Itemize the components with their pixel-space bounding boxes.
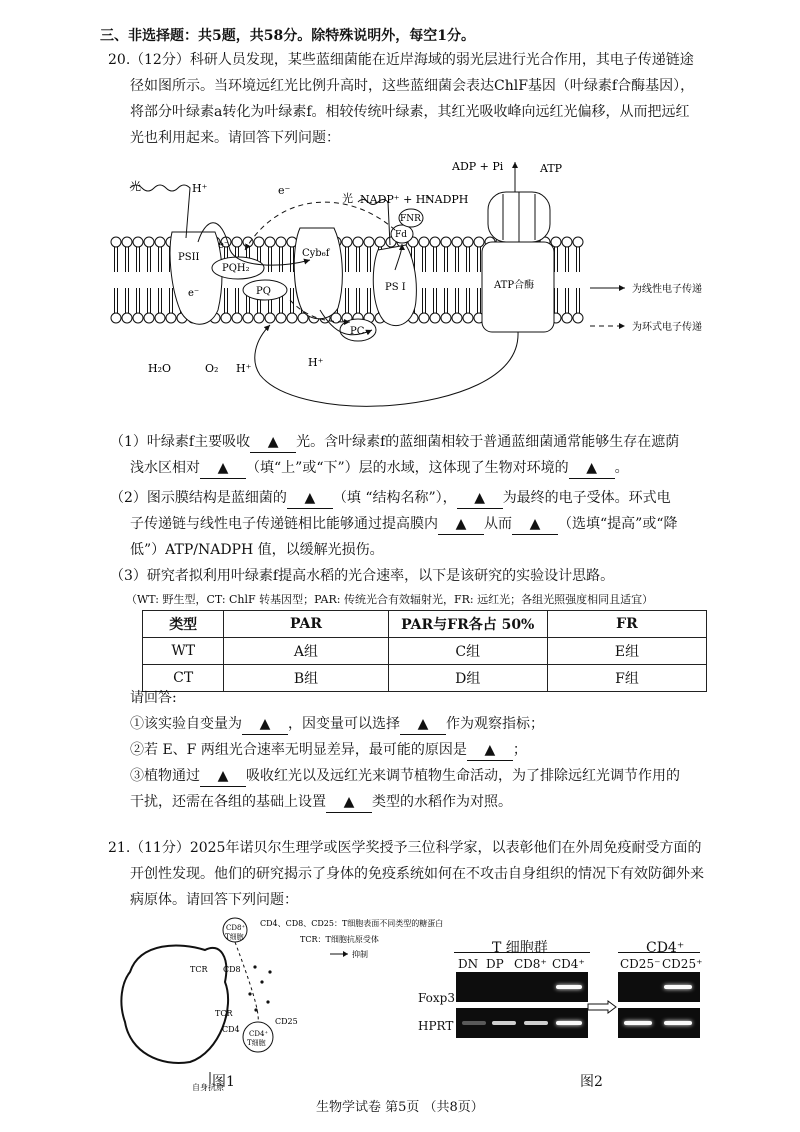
- electron-transport-diagram: [110, 150, 710, 425]
- answer-blank[interactable]: ▲: [400, 714, 446, 735]
- lipid-tail: [357, 288, 360, 313]
- q20-sub2-line-2: 子传递链与线性电子传递链相比能够通过提高膜内 ▲ 从而 ▲ （选填“提高”或“降: [130, 514, 677, 535]
- lipid-tail: [577, 247, 580, 272]
- lipid-tail: [148, 288, 151, 313]
- lipid-tail: [280, 247, 283, 272]
- lipid-tail: [423, 247, 426, 272]
- lipid-head: [452, 313, 462, 323]
- gel-hprt-panel: [456, 1008, 588, 1038]
- atp-synthase: [482, 192, 554, 332]
- label-e-2: e⁻: [188, 288, 200, 299]
- q20-item-1: ①该实验自变量为 ▲ ，因变量可以选择 ▲ 作为观察指标；: [130, 714, 544, 735]
- label-atp: ATP: [540, 162, 563, 175]
- lipid-head: [463, 313, 473, 323]
- lipid-tail: [148, 247, 151, 272]
- q20-sub1-line-1: （1）叶绿素f主要吸收 ▲ 光。含叶绿素f的蓝细菌相较于普通蓝细菌通常能够生存在遮荫: [110, 432, 679, 453]
- fig2-lane-cd8: CD8⁺: [514, 957, 547, 971]
- gel-hprt-cd4-panel: [618, 1008, 700, 1038]
- lipid-head: [122, 313, 132, 323]
- figure-1-diagram: [110, 912, 450, 1092]
- psii-complex: [170, 232, 222, 324]
- lipid-head: [276, 313, 286, 323]
- lipid-tail: [236, 288, 239, 313]
- lipid-head: [287, 313, 297, 323]
- table-row: [143, 638, 707, 665]
- lipid-tail: [445, 288, 448, 313]
- lipid-tail: [225, 288, 228, 313]
- answer-blank[interactable]: ▲: [250, 432, 296, 453]
- fig2-group2-rule: [618, 952, 700, 953]
- table-cell: F组: [547, 665, 706, 692]
- table-cell: WT: [143, 638, 224, 665]
- answer-blank[interactable]: ▲: [457, 488, 503, 509]
- answer-blank[interactable]: ▲: [467, 740, 513, 761]
- fig1-cd4-label: CD4: [222, 1025, 240, 1034]
- lipid-head: [155, 313, 165, 323]
- answer-blank[interactable]: ▲: [242, 714, 288, 735]
- gel-foxp3-panel: [456, 972, 588, 1002]
- lipid-head: [452, 237, 462, 247]
- answer-blank[interactable]: ▲: [512, 514, 558, 535]
- lipid-tail: [566, 288, 569, 313]
- lipid-head: [430, 237, 440, 247]
- fig1-legend-1: CD4、CD8、CD25：T细胞表面不同类型的糖蛋白: [260, 919, 444, 928]
- lipid-head: [364, 237, 374, 247]
- proton-return-path: [255, 325, 518, 406]
- fig2-lane-cd25-neg: CD25⁻: [620, 957, 661, 971]
- lipid-head: [276, 237, 286, 247]
- fig2-group-title: T 细胞群: [492, 940, 548, 956]
- lipid-tail: [115, 288, 118, 313]
- lipid-tail: [357, 247, 360, 272]
- fig1-cd8-cell-label: CD8⁺: [226, 924, 246, 932]
- lipid-head: [463, 237, 473, 247]
- q20-intro-line-4: 光也利用起来。请回答下列问题：: [130, 130, 340, 146]
- lipid-tail: [137, 288, 140, 313]
- label-h2o: H₂O: [148, 362, 172, 375]
- lipid-head: [573, 313, 583, 323]
- lipid-tail: [170, 288, 173, 313]
- fig1-legend-3: 抑制: [352, 950, 368, 959]
- lipid-head: [111, 313, 121, 323]
- legend-linear-label: 为线性电子传递: [632, 284, 702, 295]
- lipid-head: [562, 237, 572, 247]
- lipid-head: [353, 237, 363, 247]
- lipid-head: [265, 237, 275, 247]
- label-pqh2: PQH₂: [222, 263, 250, 274]
- fig1-cd4-cell-label-2: T细胞: [247, 1039, 266, 1047]
- lipid-head: [232, 237, 242, 247]
- lipid-head: [166, 313, 176, 323]
- lipid-head: [144, 237, 154, 247]
- lipid-head: [430, 313, 440, 323]
- lipid-tail: [291, 247, 294, 272]
- q20-intro-line-2: 径如图所示。当环境远红光比例升高时，这些蓝细菌会表达ChlF基因（叶绿素f合酶基因），: [130, 78, 695, 94]
- lipid-tail: [478, 247, 481, 272]
- lipid-tail: [346, 288, 349, 313]
- lipid-tail: [137, 247, 140, 272]
- gel-band: [664, 985, 692, 989]
- table-cell: D组: [388, 665, 547, 692]
- lipid-head: [133, 237, 143, 247]
- lipid-tail: [115, 247, 118, 272]
- gel-band: [462, 1021, 486, 1025]
- table-cell: CT: [143, 665, 224, 692]
- lipid-tail: [467, 247, 470, 272]
- lipid-head: [441, 237, 451, 247]
- lipid-tail: [577, 288, 580, 313]
- fig1-self-antigen: 自身抗原: [192, 1083, 224, 1092]
- gel-band: [492, 1021, 516, 1025]
- q20-sub1-line-2: 浅水区相对 ▲ （填“上”或“下”）层的水域，这体现了生物对环境的 ▲ 。: [130, 458, 629, 479]
- label-light-2: 光: [342, 192, 353, 205]
- lipid-head: [133, 313, 143, 323]
- q20-item-4: 干扰，还需在各组的基础上设置 ▲ 类型的水稻作为对照。: [130, 792, 512, 813]
- fig2-row-foxp3: Foxp3: [418, 991, 455, 1005]
- answer-blank[interactable]: ▲: [200, 766, 246, 787]
- q20-table-note: （WT: 野生型，CT: ChlF 转基因型；PAR: 传统光合有效辐射光，FR: 远红光；各组光照强度相同且适宜）: [126, 593, 654, 606]
- label-nadp: NADP⁺ + H⁺: [360, 193, 432, 206]
- table-header-cell: PAR: [224, 611, 388, 638]
- lipid-tail: [478, 288, 481, 313]
- lipid-head: [573, 237, 583, 247]
- q20-item-3: ③植物通过 ▲ 吸收红光以及远红光来调节植物生命活动，为了排除远红光调节作用的: [130, 766, 680, 787]
- lipid-head: [375, 237, 385, 247]
- lipid-head: [254, 313, 264, 323]
- label-pq: PQ: [256, 286, 271, 297]
- lipid-head: [144, 313, 154, 323]
- fig2-caption: 图2: [580, 1074, 603, 1090]
- q20-number: 20.: [108, 52, 131, 68]
- lipid-tail: [159, 288, 162, 313]
- lipid-tail: [467, 288, 470, 313]
- table-cell: B组: [224, 665, 388, 692]
- lipid-tail: [555, 247, 558, 272]
- gel-band: [664, 1021, 692, 1025]
- lipid-head: [243, 237, 253, 247]
- lipid-tail: [456, 247, 459, 272]
- table-header-cell: 类型: [143, 611, 224, 638]
- q21-intro-line-3: 病原体。请回答下列问题：: [130, 892, 298, 908]
- label-psii: PSII: [178, 252, 200, 263]
- fig1-tcr-1: TCR: [190, 965, 208, 974]
- table-cell: C组: [388, 638, 547, 665]
- lipid-tail: [566, 247, 569, 272]
- q21-number: 21.: [108, 840, 131, 856]
- label-e-top: e⁻: [278, 184, 291, 197]
- table-cell: E组: [547, 638, 706, 665]
- answer-blank[interactable]: ▲: [326, 792, 372, 813]
- lipid-tail: [368, 288, 371, 313]
- section-header: 三、非选择题：共5题，共58分。除特殊说明外，每空1分。: [100, 28, 475, 44]
- fig1-tcr-2: TCR: [215, 1009, 233, 1018]
- q20-intro-line-1: （12分）科研人员发现，某些蓝细菌能在近岸海域的弱光层进行光合作用，其电子传递链途: [130, 52, 694, 68]
- lipid-tail: [456, 288, 459, 313]
- label-cytb6f: Cyb₆f: [302, 248, 330, 259]
- fig2-lane-cd4: CD4⁺: [552, 957, 585, 971]
- label-light-1: 光: [130, 180, 141, 193]
- fig2-lane-dn: DN: [458, 957, 479, 971]
- lipid-head: [221, 313, 231, 323]
- label-e-1: e⁻: [218, 240, 230, 251]
- label-h-plus-bottom: H⁺: [236, 362, 252, 375]
- label-atp-synthase: ATP合酶: [494, 280, 535, 291]
- legend-cyclic-label: 为环式电子传递: [632, 322, 702, 333]
- experiment-table: [142, 610, 707, 692]
- label-nadph: NADPH: [425, 193, 469, 206]
- q20-sub3-intro: （3）研究者拟利用叶绿素f提高水稻的光合速率，以下是该研究的实验设计思路。: [110, 568, 615, 584]
- fig1-caption: 图1: [212, 1074, 235, 1090]
- lipid-tail: [555, 288, 558, 313]
- fig2-lane-dp: DP: [486, 957, 504, 971]
- fig1-cd4-cell-label: CD4⁺: [249, 1030, 269, 1038]
- label-adp: ADP + Pi: [452, 160, 504, 173]
- lipid-head: [122, 237, 132, 247]
- lipid-head: [155, 237, 165, 247]
- q21-intro-line-1: （11分）2025年诺贝尔生理学或医学奖授予三位科学家，以表彰他们在外周免疫耐受方面的: [130, 840, 702, 856]
- gel-foxp3-cd4-panel: [618, 972, 700, 1002]
- q20-sub2-line-1: （2）图示膜结构是蓝细菌的 ▲ （填 “结构名称”）， ▲ 为最终的电子受体。环式电: [110, 488, 671, 509]
- fig1-legend-2: TCR：T细胞抗原受体: [300, 935, 379, 944]
- lipid-head: [562, 313, 572, 323]
- cytb6f-complex: [294, 228, 342, 319]
- fig2-group-rule: [454, 952, 590, 953]
- q20-item-2: ②若 E、F 两组光合速率无明显差异，最可能的原因是 ▲ ；: [130, 740, 527, 761]
- table-cell: A组: [224, 638, 388, 665]
- fig1-cd8-label: CD8: [223, 965, 241, 974]
- fig2-lane-cd25-pos: CD25⁺: [662, 957, 703, 971]
- answer-blank[interactable]: ▲: [438, 514, 484, 535]
- q20-intro-line-3: 将部分叶绿素a转化为叶绿素f。相较传统叶绿素，其红光吸收峰向远红光偏移，从而把远红: [130, 104, 690, 120]
- lipid-head: [111, 237, 121, 247]
- lipid-head: [265, 313, 275, 323]
- table-row: [143, 665, 707, 692]
- answer-blank[interactable]: ▲: [200, 458, 246, 479]
- lipid-head: [441, 313, 451, 323]
- lipid-tail: [269, 247, 272, 272]
- lipid-tail: [434, 247, 437, 272]
- lipid-tail: [346, 247, 349, 272]
- lipid-tail: [368, 247, 371, 272]
- lipid-head: [232, 313, 242, 323]
- answer-blank[interactable]: ▲: [569, 458, 615, 479]
- label-o2: O₂: [205, 362, 219, 375]
- q20-sub2-line-3: 低”）ATP/NADPH 值，以缓解光损伤。: [130, 542, 384, 558]
- gel-band: [556, 985, 582, 989]
- q21-intro-line-2: 开创性发现。他们的研究揭示了身体的免疫系统如何在不攻击自身组织的情况下有效防御外来: [130, 866, 704, 882]
- lipid-head: [474, 237, 484, 247]
- gel-band: [556, 1021, 582, 1025]
- target-cell: [121, 945, 228, 1062]
- lipid-tail: [159, 247, 162, 272]
- fig1-cd8-cell-label-2: T细胞: [225, 933, 244, 941]
- lipid-head: [254, 237, 264, 247]
- table-header-cell: PAR与FR各占 50%: [388, 611, 547, 638]
- lipid-tail: [423, 288, 426, 313]
- fig1-cd25-label: CD25: [275, 1017, 298, 1026]
- fig2-group2-title: CD4⁺: [646, 940, 685, 956]
- gel-band: [624, 1021, 652, 1025]
- answer-prompt: 请回答:: [130, 690, 177, 706]
- label-h-plus-mid: H⁺: [308, 356, 324, 369]
- lipid-tail: [126, 288, 129, 313]
- lipid-head: [419, 313, 429, 323]
- table-header-row: [143, 611, 707, 638]
- lipid-tail: [126, 247, 129, 272]
- lipid-head: [243, 313, 253, 323]
- fig2-arrow: [586, 1000, 618, 1014]
- label-fnr: FNR: [400, 214, 421, 224]
- lipid-head: [551, 237, 561, 247]
- label-psi: PS I: [385, 282, 406, 293]
- lipid-head: [419, 237, 429, 247]
- label-pc: PC: [350, 326, 365, 337]
- answer-blank[interactable]: ▲: [287, 488, 333, 509]
- fig2-row-hprt: HPRT: [418, 1019, 454, 1033]
- lipid-tail: [445, 247, 448, 272]
- lipid-tail: [434, 288, 437, 313]
- label-fd: Fd: [395, 230, 408, 240]
- gel-band: [524, 1021, 548, 1025]
- page-footer: 生物学试卷 第5页 （共8页）: [316, 1100, 484, 1115]
- lipid-head: [342, 237, 352, 247]
- table-header-cell: FR: [547, 611, 706, 638]
- label-h-plus-top: H⁺: [192, 182, 208, 195]
